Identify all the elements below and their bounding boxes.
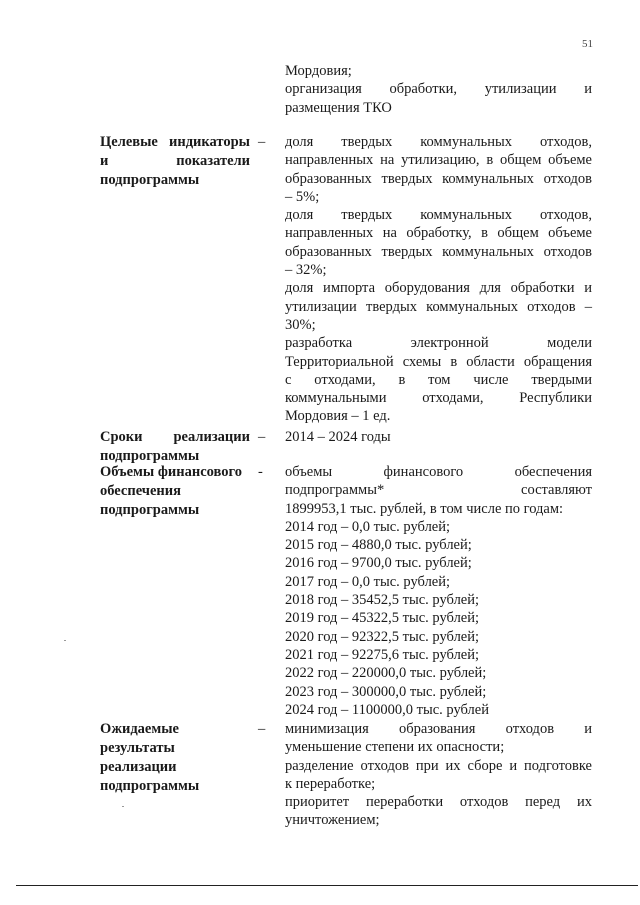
text-line: – 32%; <box>285 262 327 279</box>
label-line: обеспечения <box>100 483 181 499</box>
text-line: Территориальной схемы в области обращения <box>285 353 592 370</box>
text-line: Мордовия – 1 ед. <box>285 408 391 425</box>
text-line: 2014 – 2024 годы <box>285 429 391 445</box>
section-label <box>100 428 250 466</box>
text-line: образованных твердых коммунальных отходов <box>285 243 592 260</box>
text-line: минимизация образования отходов и <box>285 721 592 737</box>
text-line: 30%; <box>285 316 316 333</box>
label-line: подпрограммы <box>100 448 200 464</box>
text-line: доля твердых коммунальных отходов, <box>285 134 592 150</box>
year-funding: 2021 год – 92275,6 тыс. рублей; <box>285 646 480 663</box>
year-funding: 2024 год – 1100000,0 тыс. рублей <box>285 701 489 718</box>
label-line: Ожидаемые <box>100 721 179 737</box>
text-line: коммунальными отходами, Республики <box>285 390 592 407</box>
label-line: и показатели <box>100 153 250 169</box>
year-funding: 2017 год – 0,0 тыс. рублей; <box>285 573 451 590</box>
label-dash: – <box>258 721 266 737</box>
section-content <box>285 133 592 426</box>
text-line: уменьшение степени их опасности; <box>285 739 505 756</box>
label-line: подпрограммы <box>100 778 200 794</box>
text-line: доля импорта оборудования для обработки и <box>285 280 592 297</box>
year-funding: 2020 год – 92322,5 тыс. рублей; <box>285 628 480 645</box>
scan-speck <box>122 806 124 807</box>
text-line: утилизации твердых коммунальных отходов – <box>285 298 592 315</box>
label-dash: – <box>258 429 266 445</box>
label-line: подпрограммы <box>100 172 200 188</box>
section-label <box>100 720 250 796</box>
text-line: направленных на обработку, в общем объеме <box>285 225 592 242</box>
text-line: размещения ТКО <box>285 99 392 116</box>
year-funding: 2018 год – 35452,5 тыс. рублей; <box>285 592 480 609</box>
text-line: к переработке; <box>285 775 376 792</box>
section-label <box>100 463 250 520</box>
label-dash: - <box>258 464 263 480</box>
text-line: организация обработки, утилизации и <box>285 81 592 98</box>
year-funding: 2014 год – 0,0 тыс. рублей; <box>285 518 451 535</box>
text-line: разделение отходов при их сборе и подготовке <box>285 757 592 774</box>
text-line: с отходами, в том числе твердыми <box>285 371 592 388</box>
text-line: Мордовия; <box>285 63 352 79</box>
text-line: разработка электронной модели <box>285 335 592 352</box>
text-line: подпрограммы* составляют <box>285 482 592 499</box>
year-funding: 2022 год – 220000,0 тыс. рублей; <box>285 665 487 682</box>
text-line: доля твердых коммунальных отходов, <box>285 207 592 224</box>
label-line: Объемы финансового <box>100 464 243 480</box>
section-content <box>285 720 592 830</box>
text-line: направленных на утилизацию, в общем объеме <box>285 152 592 169</box>
year-funding: 2016 год – 9700,0 тыс. рублей; <box>285 555 472 572</box>
year-funding: 2015 год – 4880,0 тыс. рублей; <box>285 537 472 554</box>
label-line: реализации <box>100 759 177 775</box>
text-line: приоритет переработки отходов перед их <box>285 794 592 811</box>
label-line: подпрограммы <box>100 502 200 518</box>
bottom-scan-line <box>16 885 638 886</box>
text-line: – 5%; <box>285 188 320 205</box>
continuation-text <box>285 62 592 117</box>
label-dash: – <box>258 134 266 150</box>
text-line: образованных твердых коммунальных отходов <box>285 170 592 187</box>
page-number: 51 <box>582 38 593 50</box>
section-content <box>285 463 592 719</box>
text-line: 1899953,1 тыс. рублей, в том числе по годам: <box>285 500 564 517</box>
section-label <box>100 133 250 190</box>
label-line: Целевые индикаторы <box>100 134 250 150</box>
text-line: объемы финансового обеспечения <box>285 464 592 480</box>
label-line: Сроки реализации <box>100 429 250 445</box>
label-line: результаты <box>100 740 175 756</box>
section-content <box>285 428 592 446</box>
text-line: уничтожением; <box>285 812 380 829</box>
year-funding: 2019 год – 45322,5 тыс. рублей; <box>285 610 480 627</box>
year-funding: 2023 год – 300000,0 тыс. рублей; <box>285 683 487 700</box>
scan-speck <box>64 640 66 641</box>
